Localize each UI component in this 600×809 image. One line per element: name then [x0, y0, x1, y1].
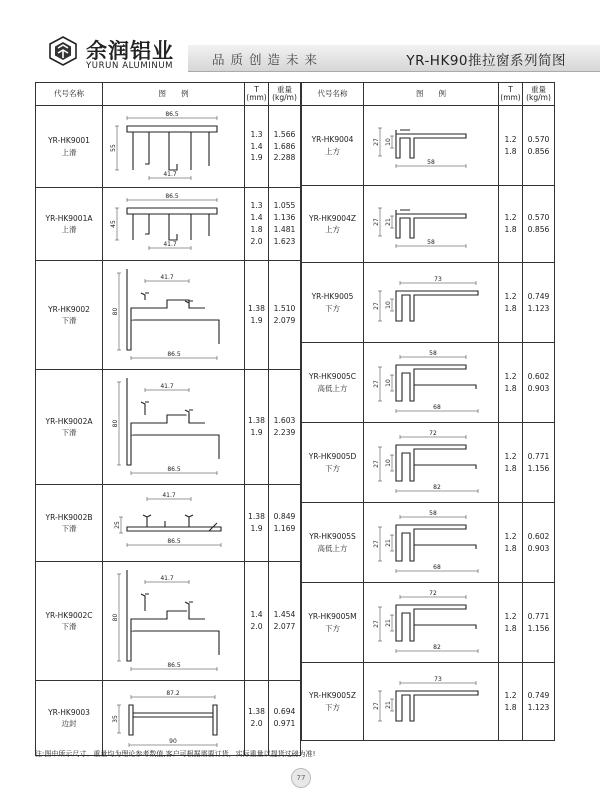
weight-value: 1.055	[273, 201, 296, 211]
table-header-row	[302, 83, 555, 106]
weight-value: 1.136	[273, 213, 296, 223]
svg-text:72: 72	[429, 589, 437, 597]
thickness-cell	[245, 188, 269, 261]
profile-figure-cell	[364, 663, 499, 741]
profile-code: YR-HK9002B	[45, 512, 93, 522]
col-code-header: 代号名称	[302, 83, 364, 106]
svg-text:82: 82	[433, 483, 441, 491]
profile-figure-cell	[364, 583, 499, 663]
thickness-value: 1.8	[504, 303, 517, 313]
weight-value: 2.077	[273, 622, 296, 631]
weight-cell	[269, 261, 301, 370]
svg-text:58: 58	[429, 349, 437, 357]
weight-cell	[523, 263, 555, 343]
table-row	[36, 562, 301, 681]
profile-code: YR-HK9005Z	[309, 691, 356, 701]
thickness-value: 1.2	[504, 371, 517, 381]
profile-code-cell	[36, 485, 103, 562]
series-title: YR-HK90推拉窗系列简图	[406, 53, 566, 69]
svg-text:10: 10	[385, 458, 392, 467]
profile-figure-cell	[364, 343, 499, 423]
profile-code: YR-HK9003	[48, 707, 90, 717]
weight-value: 0.570	[527, 134, 550, 144]
profile-table-left	[35, 82, 301, 756]
col-t-header: T (mm)	[245, 83, 269, 106]
profile-name: 下滑	[61, 622, 77, 631]
svg-text:21: 21	[385, 618, 392, 627]
footer-note: 注:图中所示尺寸、重量均为理论参考数值,客户可根据需要订货，实际重量以提货过磅为准!	[35, 750, 316, 758]
thickness-value: 1.2	[504, 690, 517, 700]
profile-name: 上方	[325, 146, 340, 156]
thickness-value: 1.8	[504, 383, 517, 393]
weight-value: 2.288	[273, 153, 296, 163]
table-row	[302, 186, 555, 263]
profile-name: 上方	[325, 225, 340, 234]
weight-value: 0.694	[273, 707, 296, 717]
profile-name: 下滑	[61, 428, 77, 437]
svg-text:58: 58	[427, 238, 435, 246]
col-t-header: T (mm)	[499, 83, 523, 106]
thickness-cell	[245, 562, 269, 681]
svg-text:41.7: 41.7	[161, 491, 176, 499]
profile-code-cell	[302, 663, 364, 741]
profile-drawing	[105, 108, 243, 186]
profile-figure-cell	[103, 188, 245, 261]
col-figure-header: 图 例	[364, 83, 499, 106]
thickness-value: 1.3	[250, 129, 263, 139]
thickness-value: 2.0	[250, 719, 263, 728]
profile-code-cell	[302, 583, 364, 663]
profile-figure-cell	[103, 370, 245, 485]
profile-name: 下滑	[61, 524, 77, 533]
profile-name: 边封	[61, 719, 77, 728]
profile-code-cell	[36, 261, 103, 370]
profile-name: 下方	[325, 702, 340, 712]
profile-figure-cell	[364, 423, 499, 503]
weight-value: 0.602	[527, 371, 550, 381]
thickness-cell	[245, 370, 269, 485]
profile-name: 高低上方	[317, 383, 348, 393]
table-row	[36, 370, 301, 485]
weight-value: 0.849	[273, 512, 296, 522]
weight-cell	[269, 188, 301, 261]
thickness-value: 1.4	[250, 213, 263, 223]
thickness-value: 1.3	[250, 201, 263, 211]
profile-figure-cell	[103, 485, 245, 562]
weight-cell	[523, 343, 555, 423]
weight-cell	[523, 503, 555, 583]
profile-code-cell	[36, 188, 103, 261]
weight-value: 1.156	[527, 623, 550, 633]
svg-text:80: 80	[111, 307, 119, 315]
svg-text:80: 80	[111, 419, 119, 427]
svg-text:86.5: 86.5	[166, 465, 181, 473]
svg-text:45: 45	[109, 219, 117, 228]
profile-code: YR-HK9004	[311, 135, 354, 145]
profile-figure-cell	[103, 681, 245, 756]
profile-code: YR-HK9001	[48, 136, 90, 146]
profile-code-cell	[302, 423, 364, 503]
profile-figure-cell	[103, 562, 245, 681]
svg-text:58: 58	[427, 158, 435, 166]
svg-text:68: 68	[433, 563, 441, 571]
thickness-value: 1.38	[248, 512, 265, 522]
thickness-value: 1.9	[250, 524, 263, 533]
profile-code-cell	[36, 681, 103, 756]
weight-cell	[523, 583, 555, 663]
weight-cell	[269, 485, 301, 562]
table-row	[302, 263, 555, 343]
weight-value: 0.971	[273, 719, 296, 728]
svg-text:41.7: 41.7	[159, 382, 174, 390]
thickness-value: 1.8	[504, 463, 517, 473]
weight-value: 1.686	[273, 141, 296, 151]
profile-code-cell	[36, 370, 103, 485]
thickness-value: 1.9	[250, 153, 263, 163]
col-weight-header: 重量 (kg/m)	[269, 83, 301, 106]
weight-value: 1.481	[273, 225, 296, 234]
thickness-value: 1.9	[250, 428, 263, 437]
profile-drawing	[366, 188, 496, 261]
svg-text:86.5: 86.5	[166, 350, 181, 358]
profile-drawing	[105, 263, 243, 368]
profile-figure-cell	[364, 503, 499, 583]
profile-code: YR-HK9002C	[45, 610, 93, 620]
weight-value: 0.771	[527, 451, 550, 461]
table-row	[302, 663, 555, 741]
profile-name: 下方	[325, 463, 340, 473]
profile-name: 下滑	[61, 316, 77, 325]
table-row	[302, 343, 555, 423]
table-row	[302, 583, 555, 663]
profile-figure-cell	[364, 106, 499, 186]
weight-value: 0.749	[527, 690, 550, 700]
weight-cell	[269, 106, 301, 188]
svg-text:86.5: 86.5	[166, 661, 181, 669]
profile-drawing	[366, 585, 496, 661]
profile-code: YR-HK9005	[311, 292, 354, 302]
table-row	[302, 106, 555, 186]
profile-drawing	[366, 265, 496, 341]
profile-name: 下方	[325, 303, 340, 313]
profile-figure-cell	[364, 263, 499, 343]
weight-value: 0.749	[527, 291, 550, 301]
svg-text:41.7: 41.7	[159, 574, 174, 582]
svg-text:73: 73	[434, 675, 442, 683]
weight-value: 1.169	[273, 524, 296, 533]
thickness-value: 1.2	[504, 291, 517, 301]
profile-drawing	[366, 345, 496, 421]
profile-name: 上滑	[61, 225, 77, 234]
weight-cell	[269, 370, 301, 485]
svg-text:90: 90	[168, 737, 177, 745]
thickness-cell	[499, 423, 523, 503]
thickness-cell	[499, 343, 523, 423]
thickness-value: 1.4	[250, 610, 263, 620]
svg-text:86.5: 86.5	[164, 192, 179, 200]
weight-value: 0.602	[527, 531, 550, 541]
thickness-value: 1.8	[504, 623, 517, 633]
weight-value: 0.856	[527, 225, 550, 234]
svg-text:58: 58	[429, 509, 437, 517]
thickness-value: 1.38	[248, 707, 265, 717]
profile-code-cell	[302, 503, 364, 583]
profile-code: YR-HK9005C	[308, 372, 357, 382]
profile-name: 上滑	[61, 147, 77, 157]
weight-value: 2.079	[273, 316, 296, 325]
svg-text:10: 10	[385, 300, 392, 309]
thickness-value: 2.0	[250, 236, 263, 246]
thickness-value: 1.2	[504, 611, 517, 621]
profile-drawing	[366, 505, 496, 581]
profile-figure-cell	[103, 261, 245, 370]
profile-code: YR-HK9001A	[45, 213, 93, 223]
profile-drawing	[366, 108, 496, 184]
svg-text:27: 27	[373, 217, 380, 226]
profile-code: YR-HK9005S	[309, 532, 356, 542]
table-row	[36, 106, 301, 188]
thickness-value: 1.38	[248, 416, 265, 426]
profile-figure-cell	[364, 186, 499, 263]
thickness-cell	[499, 663, 523, 741]
brand-name-en: YURUN ALUMINUM	[86, 61, 174, 71]
profile-code: YR-HK9002	[48, 304, 90, 314]
profile-name: 高低上方	[317, 543, 348, 553]
weight-cell	[269, 562, 301, 681]
page-number: 77	[291, 768, 311, 788]
weight-value: 0.856	[527, 146, 550, 156]
profile-code: YR-HK9004Z	[309, 213, 356, 223]
svg-text:27: 27	[373, 459, 380, 468]
svg-text:27: 27	[373, 539, 380, 548]
profile-code-cell	[36, 106, 103, 188]
svg-text:27: 27	[373, 701, 380, 710]
svg-text:82: 82	[433, 643, 441, 651]
weight-cell	[523, 106, 555, 186]
svg-text:80: 80	[111, 613, 119, 621]
col-figure-header: 图 例	[103, 83, 245, 106]
thickness-value: 1.8	[504, 225, 517, 234]
thickness-cell	[499, 106, 523, 186]
table-row	[36, 188, 301, 261]
profile-drawing	[105, 487, 243, 560]
profile-code: YR-HK9005D	[308, 452, 357, 462]
thickness-value: 2.0	[250, 622, 263, 631]
weight-cell	[523, 186, 555, 263]
table-row	[36, 485, 301, 562]
table-header-row	[36, 83, 301, 106]
col-weight-header: 重量 (kg/m)	[523, 83, 555, 106]
profile-code-cell	[302, 263, 364, 343]
profile-table-right	[301, 82, 555, 741]
weight-cell	[523, 663, 555, 741]
weight-value: 1.510	[273, 304, 296, 314]
svg-text:21: 21	[385, 700, 392, 709]
weight-value: 2.239	[273, 428, 296, 437]
table-row	[36, 681, 301, 756]
thickness-value: 1.38	[248, 304, 265, 314]
svg-text:41.7: 41.7	[162, 240, 177, 248]
profile-drawing	[105, 372, 243, 483]
svg-text:27: 27	[373, 379, 380, 388]
thickness-cell	[499, 263, 523, 343]
page-header	[0, 0, 600, 78]
thickness-value: 1.8	[504, 702, 517, 712]
thickness-value: 1.2	[504, 451, 517, 461]
svg-text:27: 27	[373, 619, 380, 628]
profile-drawing	[105, 683, 243, 754]
profile-code: YR-HK9005M	[308, 612, 357, 622]
svg-text:41.7: 41.7	[159, 273, 174, 281]
thickness-value: 1.2	[504, 531, 517, 541]
profile-code-cell	[36, 562, 103, 681]
table-row	[36, 261, 301, 370]
svg-text:27: 27	[373, 301, 380, 310]
brand-name-cn: 余润铝业	[86, 39, 174, 63]
table-row	[302, 423, 555, 503]
thickness-value: 1.8	[504, 146, 517, 156]
weight-value: 0.903	[527, 543, 550, 553]
slogan: 品质创造未来	[212, 52, 324, 67]
yurun-hex-logo-icon	[48, 36, 78, 66]
svg-text:68: 68	[433, 403, 441, 411]
weight-cell	[269, 681, 301, 756]
thickness-value: 1.2	[504, 213, 517, 223]
weight-value: 0.570	[527, 213, 550, 223]
svg-text:86.5: 86.5	[166, 537, 181, 545]
weight-value: 1.603	[273, 416, 296, 426]
col-code-header: 代号名称	[36, 83, 103, 106]
table-row	[302, 503, 555, 583]
svg-text:87.2: 87.2	[165, 689, 180, 697]
thickness-cell	[245, 485, 269, 562]
profile-drawing	[105, 564, 243, 679]
weight-value: 1.123	[527, 702, 550, 712]
svg-text:41.7: 41.7	[162, 170, 177, 178]
weight-value: 0.903	[527, 383, 550, 393]
thickness-value: 1.8	[504, 543, 517, 553]
svg-text:72: 72	[429, 429, 437, 437]
svg-text:86.5: 86.5	[164, 110, 179, 118]
profile-name: 下方	[325, 623, 340, 633]
thickness-cell	[245, 106, 269, 188]
profile-code-cell	[302, 343, 364, 423]
thickness-cell	[499, 503, 523, 583]
svg-text:21: 21	[385, 538, 392, 547]
thickness-cell	[499, 186, 523, 263]
weight-value: 1.566	[273, 129, 296, 139]
svg-text:35: 35	[111, 714, 119, 723]
profile-drawing	[105, 190, 243, 259]
header-banner	[188, 45, 600, 72]
thickness-value: 1.4	[250, 141, 263, 151]
thickness-cell	[499, 583, 523, 663]
svg-text:27: 27	[373, 137, 380, 146]
thickness-value: 1.8	[250, 225, 263, 234]
weight-value: 0.771	[527, 611, 550, 621]
weight-value: 1.156	[527, 463, 550, 473]
profile-drawing	[366, 665, 496, 739]
svg-text:21: 21	[385, 217, 392, 226]
svg-text:10: 10	[385, 137, 392, 146]
profile-drawing	[366, 425, 496, 501]
svg-text:73: 73	[434, 275, 442, 283]
profile-code-cell	[302, 186, 364, 263]
svg-text:25: 25	[113, 520, 121, 529]
profile-code: YR-HK9002A	[45, 416, 93, 426]
svg-text:10: 10	[385, 378, 392, 387]
profile-figure-cell	[103, 106, 245, 188]
profile-code-cell	[302, 106, 364, 186]
weight-value: 1.623	[273, 236, 296, 246]
thickness-cell	[245, 261, 269, 370]
weight-value: 1.123	[527, 303, 550, 313]
weight-cell	[523, 423, 555, 503]
thickness-cell	[245, 681, 269, 756]
svg-text:55: 55	[109, 143, 117, 152]
thickness-value: 1.9	[250, 316, 263, 325]
thickness-value: 1.2	[504, 134, 517, 144]
weight-value: 1.454	[273, 610, 296, 620]
